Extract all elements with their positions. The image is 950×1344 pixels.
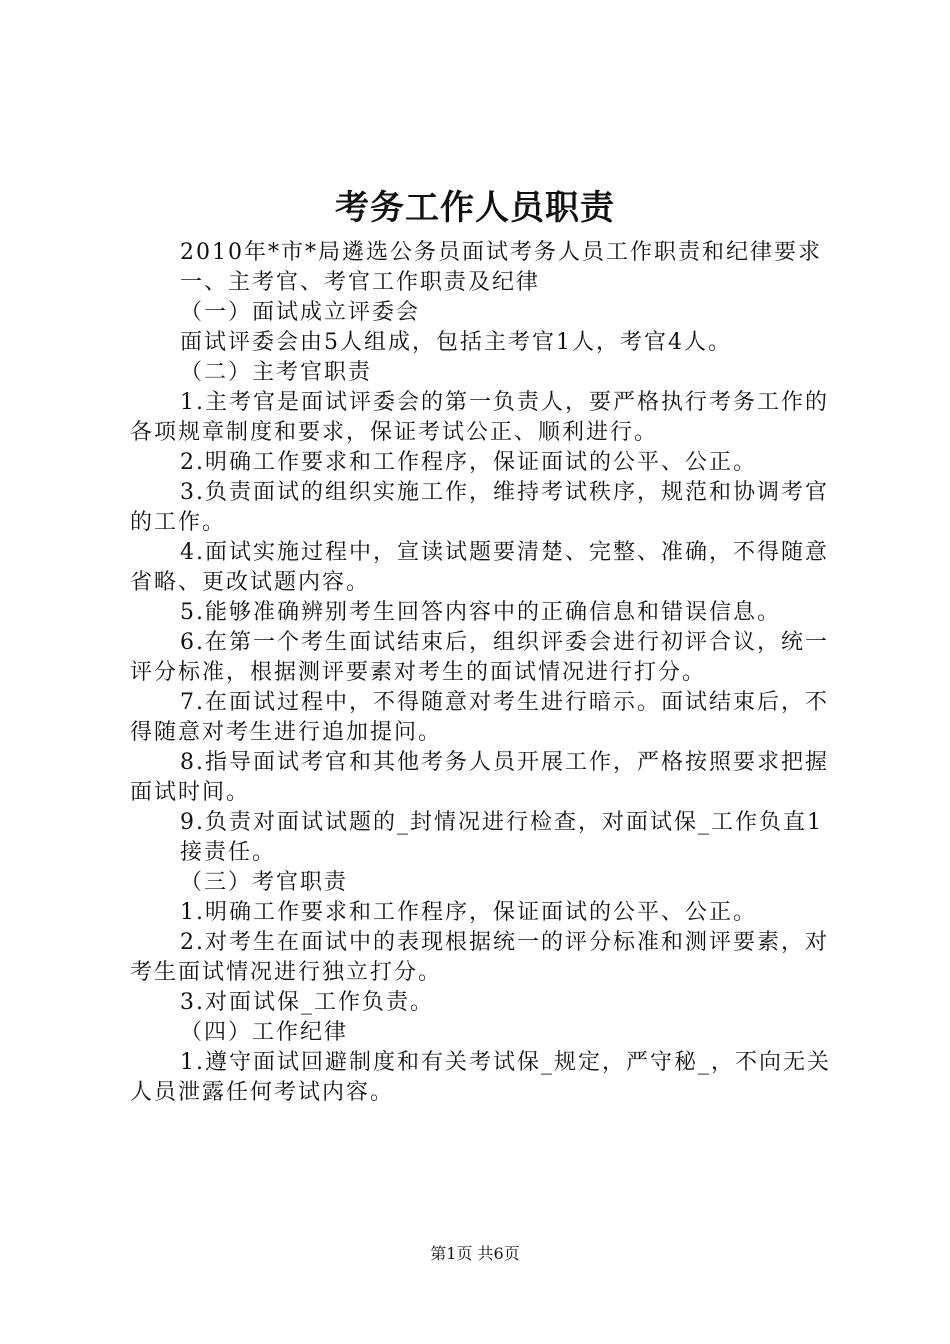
list-item: 4.面试实施过程中，宣读试题要清楚、完整、准确，不得随意省略、更改试题内容。: [130, 540, 829, 595]
document-body: [130, 238, 845, 1108]
subsection-heading-2: （二）主考官职责: [180, 360, 373, 385]
document-title: 考务工作人员职责: [335, 188, 615, 228]
list-item: 3.对面试保_工作负责。: [180, 990, 434, 1015]
subsection-heading-4: （四）工作纪律: [180, 1020, 349, 1045]
list-item: 8.指导面试考官和其他考务人员开展工作，严格按照要求把握面试时间。: [130, 750, 829, 805]
list-item: 1.遵守面试回避制度和有关考试保_规定，严守秘_，不向无关人员泄露任何考试内容。: [130, 1050, 831, 1105]
list-item: 6.在第一个考生面试结束后，组织评委会进行初评合议，统一评分标准，根据测评要素对考生的面试情况进行打分。: [130, 630, 829, 685]
list-item: 9.负责对面试试题的_封情况进行检查，对面试保_工作负直1: [180, 810, 823, 835]
paragraph-intro: 2010年*市*局遴选公务员面试考务人员工作职责和纪律要求: [180, 240, 822, 265]
list-item: 5.能够准确辨别考生回答内容中的正确信息和错误信息。: [180, 600, 781, 625]
section-heading-1: 一、主考官、考官工作职责及纪律: [180, 270, 541, 295]
paragraph: 面试评委会由5人组成，包括主考官1人，考官4人。: [180, 330, 732, 355]
list-item: 3.负责面试的组织实施工作，维持考试秩序，规范和协调考官的工作。: [130, 480, 829, 535]
list-item: 1.主考官是面试评委会的第一负责人，要严格执行考务工作的各项规章制度和要求，保证考试公正、顺利进行。: [130, 390, 829, 445]
list-item: 7.在面试过程中，不得随意对考生进行暗示。面试结束后，不得随意对考生进行追加提问。: [130, 690, 829, 745]
list-item: 2.明确工作要求和工作程序，保证面试的公平、公正。: [180, 450, 757, 475]
subsection-heading-3: （三）考官职责: [180, 870, 349, 895]
page-footer: 第1页 共6页: [430, 1244, 520, 1263]
paragraph-continuation: 接责任。: [180, 840, 277, 865]
list-item: 2.对考生在面试中的表现根据统一的评分标准和测评要素，对考生面试情况进行独立打分。: [130, 930, 829, 985]
subsection-heading-1: （一）面试成立评委会: [180, 300, 421, 325]
list-item: 1.明确工作要求和工作程序，保证面试的公平、公正。: [180, 900, 757, 925]
